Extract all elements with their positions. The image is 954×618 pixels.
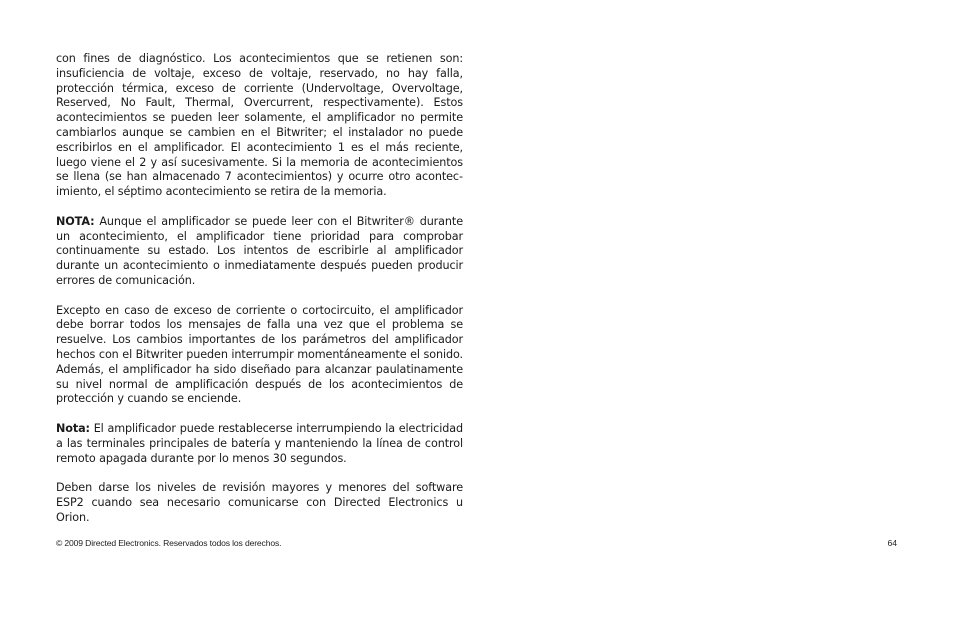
- paragraph-software-revision: Deben darse los niveles de revisión mayores y menores del software ESP2 cuando sea necesario comunicarse con Directed Electronics u Orion.: [56, 481, 463, 524]
- paragraph-nota-bitwriter: [56, 215, 463, 289]
- nota-label: Nota:: [56, 421, 90, 435]
- paragraph-nota-reset: [56, 422, 463, 466]
- paragraph-event-memory: con fines de diagnóstico. Los acontecimientos que se retienen son: insuficiencia de voltaje, exceso de voltaje, reservado, no hay falla, protección térmica, exceso de corriente (Undervoltage, Overvoltage, Reserved, No Fault, Thermal, Overcurrent, respectivamente). Estos acontecimientos se pueden leer solamente, el amplificador no permite cambiarlos aunque se cambien en el Bitwriter; el instalador no puede escribirlos en el amplificador. El acontecimiento 1 es el más reciente, luego viene el 2 y así sucesivamente. Si la memoria de acontecimientos se llena (se han almacenado 7 acontecimientos) y ocurre otro acontecimiento, el séptimo acontecimiento se retira de la memoria.: [56, 52, 463, 199]
- nota-text: Aunque el amplificador se puede leer con el Bitwriter® durante un acontecimiento, el amplificador tiene prioridad para comprobar continuamente su estado. Los intentos de escribirle al amplificador durante un acontecimiento o inmediatamente después pueden producir errores de comunicación.: [56, 214, 463, 287]
- page-number: 64: [887, 538, 897, 548]
- nota-text: El amplificador puede restablecerse interrumpiendo la electricidad a las terminales principales de batería y manteniendo la línea de control remoto apagada durante por lo menos 30 segundos.: [56, 421, 463, 465]
- nota-label: NOTA:: [56, 214, 95, 228]
- paragraph-fault-clearing: Excepto en caso de exceso de corriente o cortocircuito, el amplificador debe borrar todos los mensajes de falla una vez que el problema se resuelve. Los cambios importantes de los parámetros del amplificador hechos con el Bitwriter pueden interrumpir momentáneamente el sonido. Además, el amplificador ha sido diseñado para alcanzar paulatinamente su nivel normal de amplificación después de los acontecimientos de protección y cuando se enciende.: [56, 303, 463, 406]
- footer-copyright: © 2009 Directed Electronics. Reservados todos los derechos.: [56, 538, 282, 548]
- body-text-column: [56, 52, 463, 526]
